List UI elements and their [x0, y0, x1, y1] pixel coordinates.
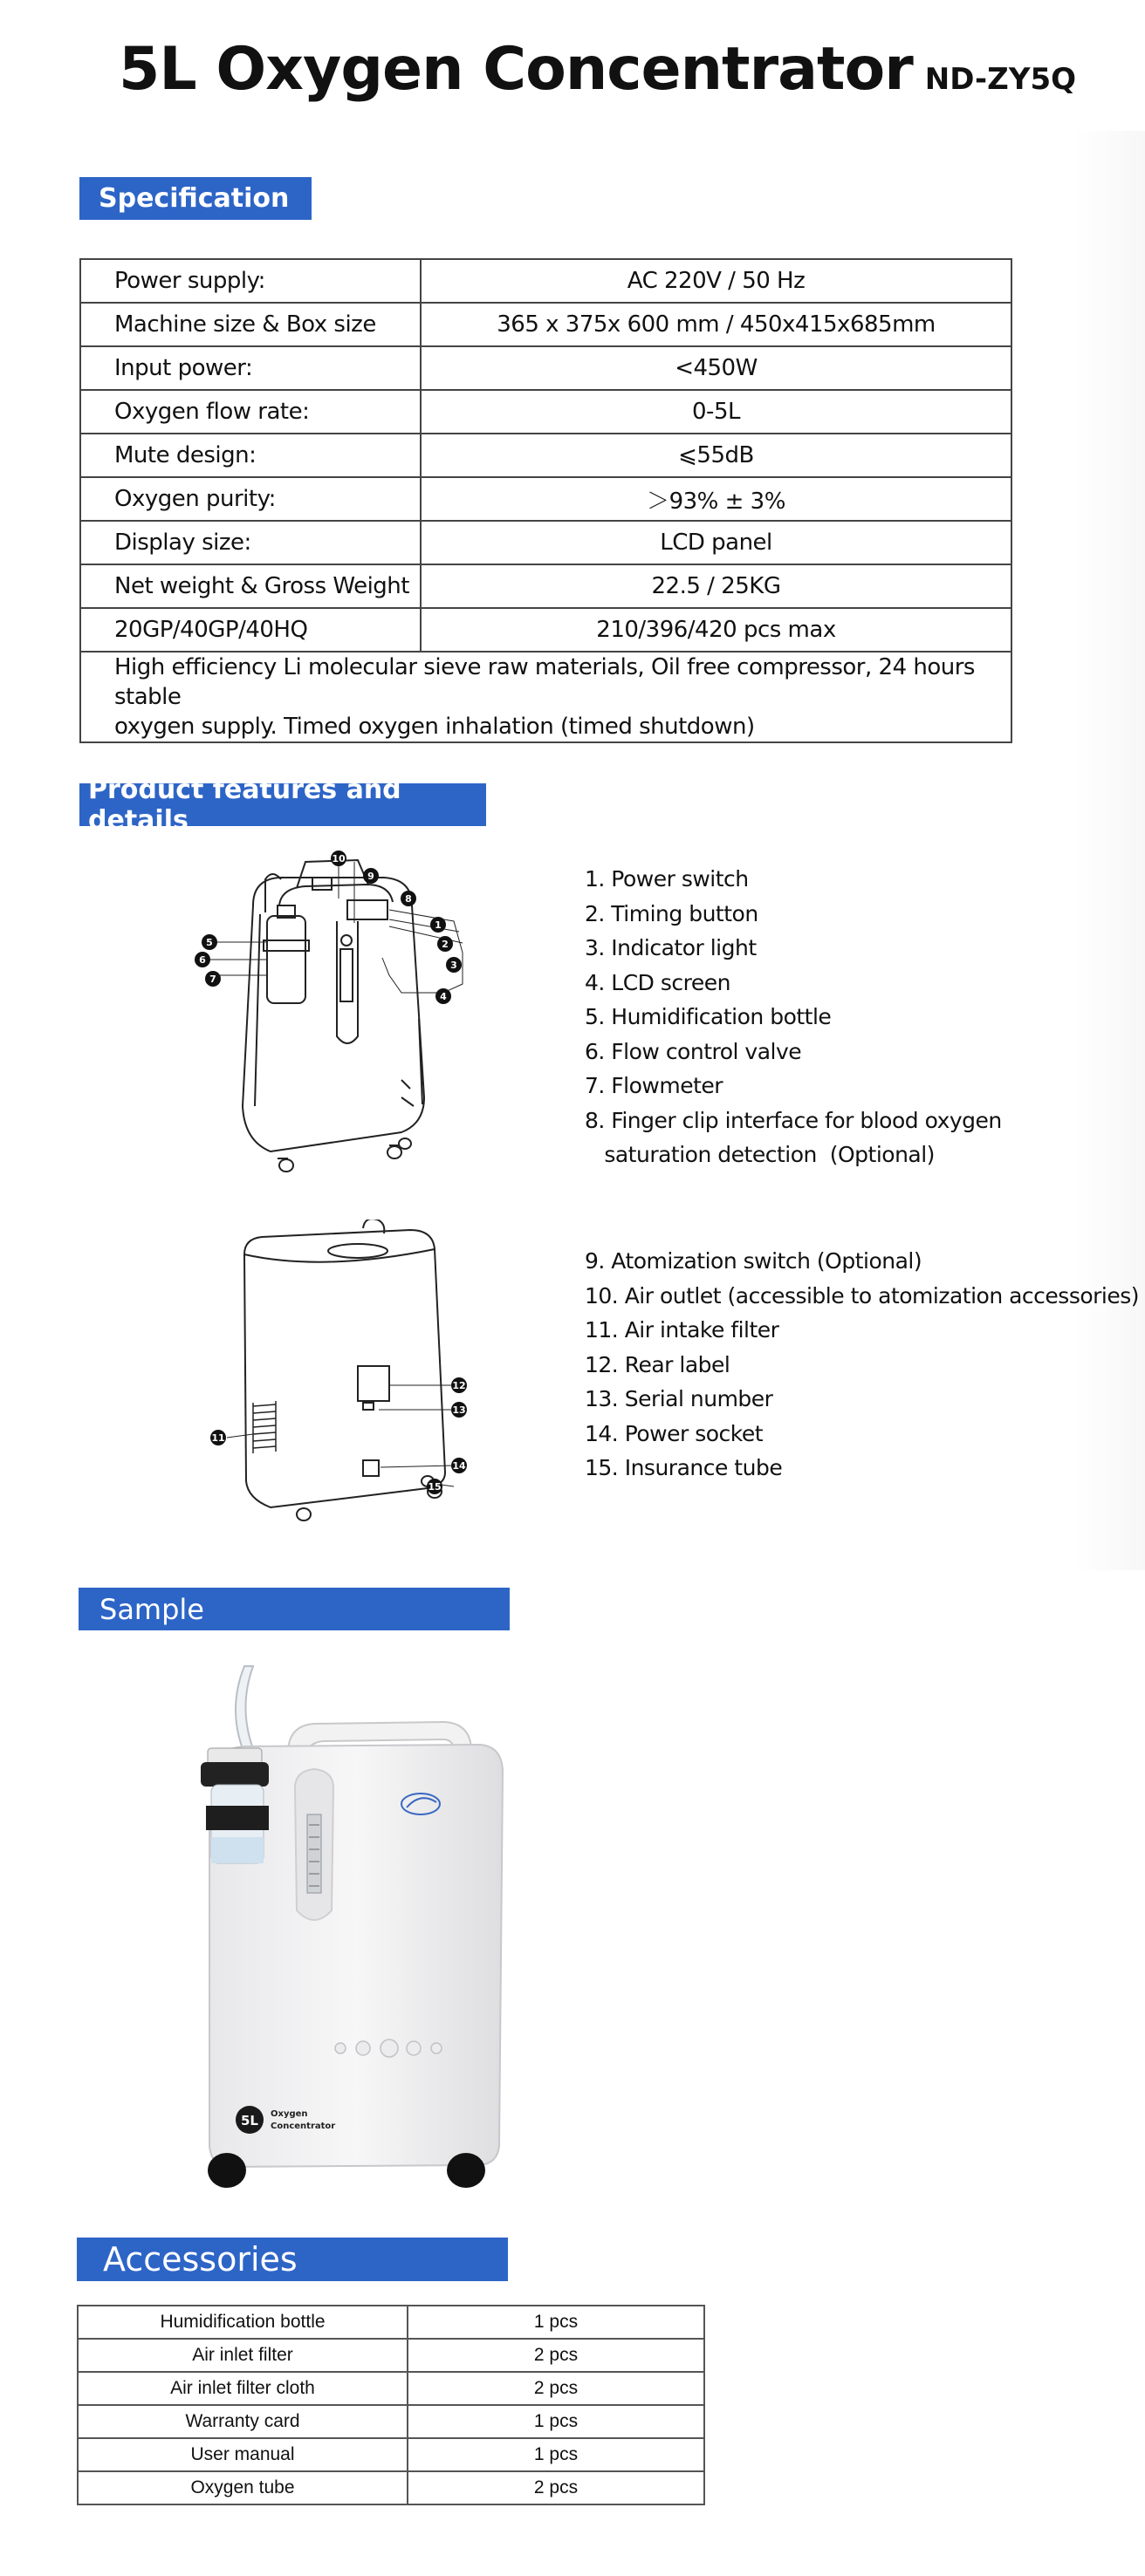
table-row	[80, 346, 1011, 390]
table-row	[78, 2306, 704, 2339]
accessories-table	[77, 2305, 705, 2505]
spec-note-line: High efficiency Li molecular sieve raw materials, Oil free compressor, 24 hours stable	[114, 654, 975, 710]
callout-label: 2	[442, 939, 449, 950]
accessory-qty: 2 pcs	[408, 2372, 704, 2405]
callout-label: 12	[452, 1380, 466, 1391]
spec-note-line: oxygen supply. Timed oxygen inhalation (timed shutdown)	[114, 714, 755, 740]
spec-table	[79, 258, 1012, 743]
callout-label: 10	[332, 853, 346, 864]
spec-value: 0-5L	[421, 390, 1011, 434]
table-row	[80, 477, 1011, 521]
table-row	[80, 564, 1011, 608]
accessory-qty: 1 pcs	[408, 2438, 704, 2471]
table-row	[80, 652, 1011, 742]
spec-label: Oxygen flow rate:	[80, 390, 421, 434]
page-title	[119, 35, 1076, 131]
list-item: 2. Timing button	[585, 900, 758, 926]
title-main: 5L Oxygen Concentrator	[119, 35, 913, 104]
list-item: 5. Humidification bottle	[585, 1004, 832, 1029]
spec-label: Machine size & Box size	[80, 303, 421, 346]
list-item: 15. Insurance tube	[585, 1455, 783, 1480]
product-label: Concentrator	[271, 2122, 336, 2131]
table-row	[80, 303, 1011, 346]
front-diagram	[183, 844, 471, 1193]
spec-value: 365 x 375x 600 mm / 450x415x685mm	[421, 303, 1011, 346]
accessory-name: User manual	[78, 2438, 408, 2471]
list-item: 7. Flowmeter	[585, 1073, 723, 1098]
section-sample: Sample	[79, 1588, 510, 1630]
features-front-list	[585, 862, 1002, 1172]
model-number: ND-ZY5Q	[924, 62, 1077, 97]
spec-value: LCD panel	[421, 521, 1011, 564]
callout-label: 13	[452, 1404, 466, 1416]
table-row	[80, 259, 1011, 303]
callout-label: 5	[206, 937, 213, 948]
list-item: 10. Air outlet (accessible to atomization accessories)	[585, 1282, 1140, 1308]
section-features: Product features and details	[79, 783, 486, 826]
list-item: 14. Power socket	[585, 1420, 764, 1446]
callout-label: 11	[211, 1432, 225, 1444]
list-item: 4. LCD screen	[585, 969, 730, 995]
section-accessories: Accessories	[77, 2238, 508, 2281]
spec-value: 22.5 / 25KG	[421, 564, 1011, 608]
list-item: 11. Air intake filter	[585, 1317, 779, 1343]
callout-label: 8	[405, 893, 412, 905]
spec-label: 20GP/40GP/40HQ	[80, 608, 421, 652]
accessory-qty: 1 pcs	[408, 2306, 704, 2339]
table-row	[78, 2372, 704, 2405]
spec-value: ⩽55dB	[421, 434, 1011, 477]
accessory-name: Warranty card	[78, 2405, 408, 2438]
spec-note	[80, 652, 1011, 742]
list-item: saturation detection (Optional)	[585, 1142, 935, 1167]
spec-value: <450W	[421, 346, 1011, 390]
list-item: 12. Rear label	[585, 1351, 730, 1377]
spec-value: ＞93% ± 3%	[421, 477, 1011, 521]
table-row	[80, 390, 1011, 434]
spec-label: Net weight & Gross Weight	[80, 564, 421, 608]
spec-label: Input power:	[80, 346, 421, 390]
list-item: 9. Atomization switch (Optional)	[585, 1248, 922, 1274]
spec-label: Oxygen purity:	[80, 477, 421, 521]
accessory-qty: 2 pcs	[408, 2339, 704, 2372]
accessory-qty: 2 pcs	[408, 2471, 704, 2504]
accessory-name: Oxygen tube	[78, 2471, 408, 2504]
product-badge: 5L	[241, 2113, 258, 2128]
table-row	[80, 608, 1011, 652]
accessory-name: Air inlet filter	[78, 2339, 408, 2372]
table-row	[78, 2471, 704, 2504]
accessory-qty: 1 pcs	[408, 2405, 704, 2438]
callout-label: 9	[367, 871, 374, 882]
sample-product-image	[192, 1657, 515, 2190]
table-row	[78, 2339, 704, 2372]
list-item: 13. Serial number	[585, 1386, 773, 1411]
rear-diagram	[192, 1220, 489, 1534]
callout-label: 4	[440, 991, 447, 1002]
accessory-name: Air inlet filter cloth	[78, 2372, 408, 2405]
callout-label: 3	[450, 960, 457, 971]
product-label: Oxygen	[271, 2109, 308, 2119]
callout-label: 7	[209, 974, 216, 985]
callout-label: 14	[452, 1460, 466, 1472]
callout-label: 15	[428, 1481, 442, 1493]
spec-value: 210/396/420 pcs max	[421, 608, 1011, 652]
list-item: 8. Finger clip interface for blood oxygen	[585, 1107, 1002, 1133]
spec-value: AC 220V / 50 Hz	[421, 259, 1011, 303]
spec-label: Power supply:	[80, 259, 421, 303]
table-row	[78, 2405, 704, 2438]
spec-label: Mute design:	[80, 434, 421, 477]
spec-label: Display size:	[80, 521, 421, 564]
callout-label: 1	[435, 919, 442, 931]
callout-label: 6	[199, 954, 206, 966]
features-rear-list	[585, 1244, 1139, 1486]
list-item: 6. Flow control valve	[585, 1038, 802, 1064]
table-row	[80, 434, 1011, 477]
list-item: 1. Power switch	[585, 866, 749, 892]
list-item: 3. Indicator light	[585, 935, 757, 960]
section-specification: Specification	[79, 177, 312, 220]
table-row	[78, 2438, 704, 2471]
table-row	[80, 521, 1011, 564]
accessory-name: Humidification bottle	[78, 2306, 408, 2339]
